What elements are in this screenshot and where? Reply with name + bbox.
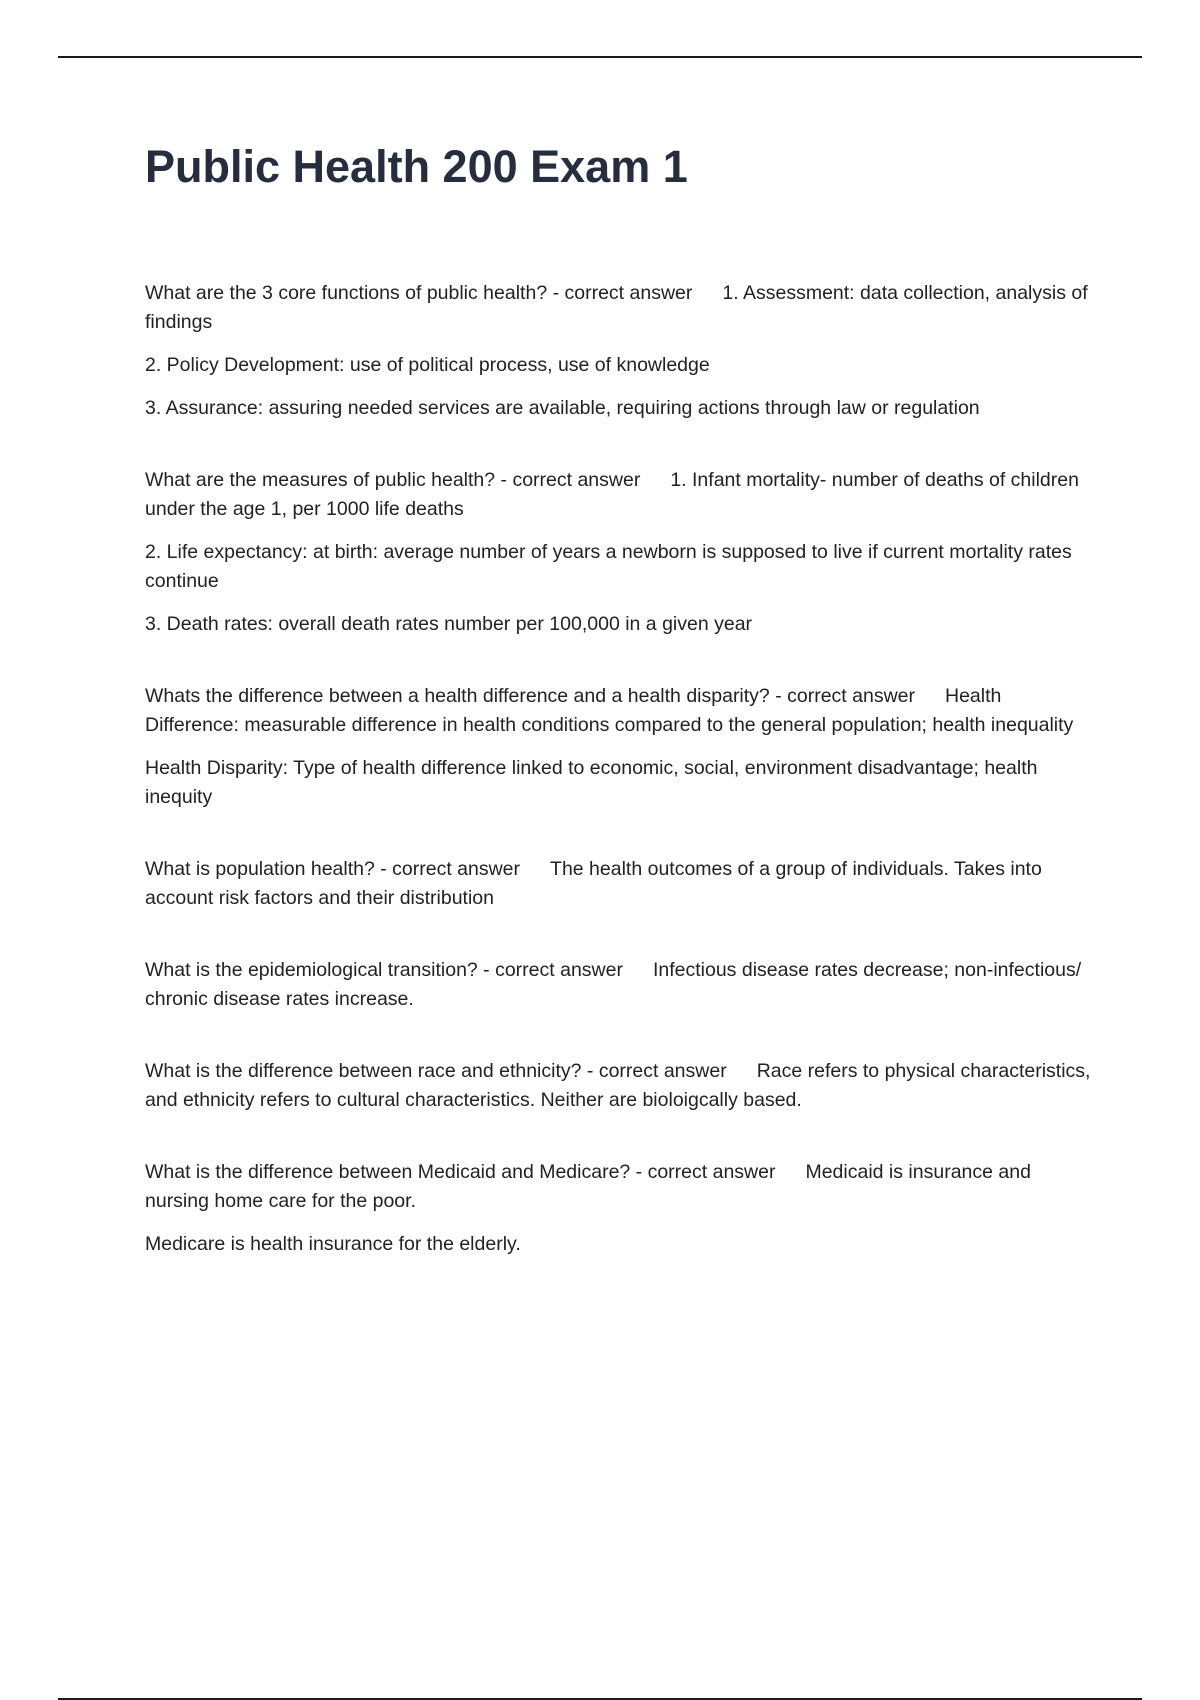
qa-first-line bbox=[145, 279, 1095, 337]
answer-line: 3. Death rates: overall death rates number per 100,000 in a given year bbox=[145, 613, 753, 635]
qa-item-measures bbox=[145, 466, 1095, 639]
qa-first-line bbox=[145, 1057, 1095, 1115]
answer-text: 1. Assessment: data collection, analysis of findings bbox=[145, 282, 1088, 333]
qa-item-epidemiological-transition bbox=[145, 956, 1095, 1014]
answer-line: 3. Assurance: assuring needed services are available, requiring actions through law or regulation bbox=[145, 397, 980, 419]
qa-item-population-health bbox=[145, 855, 1095, 913]
qa-item-medicaid-medicare bbox=[145, 1158, 1095, 1259]
document-body bbox=[145, 140, 1095, 1302]
qa-item-core-functions bbox=[145, 279, 1095, 423]
qa-first-line bbox=[145, 855, 1095, 913]
question-text: What is the difference between Medicaid and Medicare? - correct answer bbox=[145, 1161, 776, 1183]
answer-text: Infectious disease rates decrease; non-infectious/ chronic disease rates increase. bbox=[145, 959, 1082, 1010]
document-title: Public Health 200 Exam 1 bbox=[145, 141, 688, 192]
question-text: What is population health? - correct answer bbox=[145, 858, 521, 880]
question-text: What is the difference between race and ethnicity? - correct answer bbox=[145, 1060, 727, 1082]
answer-text: The health outcomes of a group of individuals. Takes into account risk factors and their distribution bbox=[145, 858, 1042, 909]
qa-first-line bbox=[145, 956, 1095, 1014]
qa-item-race-ethnicity bbox=[145, 1057, 1095, 1115]
header-rule bbox=[58, 56, 1142, 58]
qa-first-line bbox=[145, 682, 1095, 740]
answer-text: Health Difference: measurable difference in health conditions compared to the general population; health inequality bbox=[145, 685, 1074, 736]
answer-text: 1. Infant mortality- number of deaths of children under the age 1, per 1000 life deaths bbox=[145, 469, 1079, 520]
qa-first-line bbox=[145, 466, 1095, 524]
qa-first-line bbox=[145, 1158, 1095, 1216]
answer-line: Health Disparity: Type of health difference linked to economic, social, environment disadvantage; health inequity bbox=[145, 757, 1038, 808]
answer-line: 2. Life expectancy: at birth: average number of years a newborn is supposed to live if current mortality rates continue bbox=[145, 541, 1072, 592]
answer-line: 2. Policy Development: use of political process, use of knowledge bbox=[145, 354, 710, 376]
question-text: Whats the difference between a health difference and a health disparity? - correct answer bbox=[145, 685, 915, 707]
answer-text: Medicaid is insurance and nursing home care for the poor. bbox=[145, 1161, 1031, 1212]
question-text: What are the measures of public health? - correct answer bbox=[145, 469, 641, 491]
question-text: What are the 3 core functions of public health? - correct answer bbox=[145, 282, 693, 304]
answer-text: Race refers to physical characteristics, and ethnicity refers to cultural characteristics. Neither are bioloigcally based. bbox=[145, 1060, 1091, 1111]
question-text: What is the epidemiological transition? - correct answer bbox=[145, 959, 623, 981]
answer-line: Medicare is health insurance for the elderly. bbox=[145, 1233, 521, 1255]
qa-item-difference-disparity bbox=[145, 682, 1095, 812]
